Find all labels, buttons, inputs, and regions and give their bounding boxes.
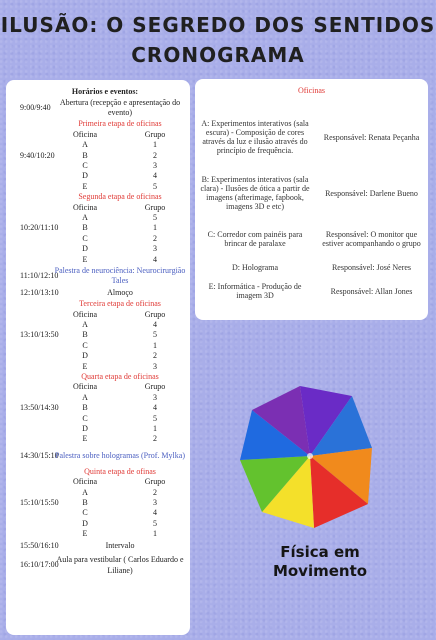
- event-text: Palestra de neurociência: Neurocirurgião Tales: [54, 265, 186, 286]
- group-row: D 5: [82, 518, 157, 528]
- group-row: B 1: [82, 223, 157, 233]
- group-row: A 5: [82, 213, 157, 223]
- oficina-responsible: Responsável: O monitor que estiver acompanhando o grupo: [322, 230, 421, 248]
- group-row: B 5: [82, 330, 157, 340]
- talk1-row: [6, 265, 190, 287]
- group-row: A 4: [82, 319, 157, 329]
- stage-title: Primeira etapa de oficinas: [78, 119, 162, 129]
- stage-title: Quarta etapa de oficinas: [81, 371, 159, 381]
- group-row: E 4: [82, 254, 157, 264]
- oficina-name: B: Experimentos interativos (sala clara) - Ilusões de ótica a partir de imagens (afterimage, fapbook, imagens 3D e etc): [200, 175, 310, 211]
- brand-line-1: Física em: [280, 543, 360, 561]
- time-slot: 11:10/12:10: [20, 270, 59, 280]
- group-row: C 4: [82, 508, 157, 518]
- group-row: B 2: [82, 150, 157, 160]
- oficinas-panel: [195, 79, 428, 320]
- oficina-name: E: Informática - Produção de imagem 3D: [208, 282, 302, 300]
- time-slot: 10:20/11:10: [20, 223, 59, 233]
- group-row: E 3: [82, 361, 157, 371]
- stage-title: Quinta etapa de ofinas: [84, 466, 156, 476]
- event-text: Almoço: [107, 287, 133, 297]
- time-slot: 15:50/16:10: [20, 541, 59, 551]
- opening-row: [6, 97, 190, 119]
- page-title: [0, 10, 436, 70]
- closing-row: [6, 554, 190, 578]
- time-slot: 15:10/15:50: [20, 498, 59, 507]
- lunch-row: [6, 287, 190, 299]
- group-row: D 4: [82, 171, 157, 181]
- oficina-item: [195, 220, 428, 258]
- schedule-heading: Horários e eventos:: [71, 87, 139, 96]
- time-slot: 13:10/13:50: [20, 330, 59, 340]
- group-row: E 2: [82, 434, 157, 444]
- group-header: [50, 130, 190, 140]
- stage-title: Terceira etapa de oficinas: [79, 299, 161, 309]
- time-slot: 12:10/13:10: [20, 287, 59, 297]
- grupo-header: Grupo: [144, 477, 166, 487]
- oficina-item: [195, 108, 428, 166]
- stage4-block: [6, 372, 190, 445]
- talk2-row: [6, 445, 190, 467]
- oficina-item: [195, 276, 428, 306]
- group-row: D 2: [82, 351, 157, 361]
- group-row: D 3: [82, 244, 157, 254]
- time-slot: 13:50/14:30: [20, 403, 59, 413]
- oficina-name: D: Holograma: [232, 262, 278, 272]
- group-row: E 5: [82, 181, 157, 191]
- oficina-responsible: Responsável: Allan Jones: [330, 286, 413, 296]
- break-row: [6, 540, 190, 554]
- brand-text: [245, 543, 395, 581]
- group-row: E 1: [82, 529, 157, 539]
- stage2-block: [6, 192, 190, 265]
- stage1-block: [6, 119, 190, 192]
- oficina-item: [195, 258, 428, 276]
- oficina-responsible: Responsável: José Neres: [331, 262, 412, 272]
- group-row: C 2: [82, 233, 157, 243]
- oficinas-title: Oficinas: [297, 86, 326, 95]
- oficina-header: Oficina: [73, 477, 97, 487]
- oficina-header: Oficina: [73, 202, 97, 212]
- event-text: Abertura (recepção e apresentação do evento): [59, 98, 181, 118]
- oficina-item: [195, 166, 428, 220]
- oficina-name: C: Corredor com painéis para brincar de paralaxe: [207, 230, 303, 248]
- title-line-1: ILUSÃO: O SEGREDO DOS SENTIDOS: [0, 13, 436, 37]
- oficina-header: Oficina: [73, 309, 97, 319]
- time-slot: 9:40/10:20: [20, 150, 55, 160]
- grupo-header: Grupo: [144, 129, 166, 139]
- time-slot: 9:00/9:40: [20, 103, 51, 113]
- stage-title: Segunda etapa de oficinas: [78, 192, 162, 202]
- title-line-2: CRONOGRAMA: [131, 43, 305, 67]
- group-header: [50, 382, 190, 392]
- group-row: B 4: [82, 403, 157, 413]
- group-row: D 1: [82, 423, 157, 433]
- time-slot: 14:30/15:10: [20, 450, 59, 460]
- grupo-header: Grupo: [144, 309, 166, 319]
- grupo-header: Grupo: [144, 202, 166, 212]
- event-text: Palestra sobre hologramas (Prof. Mylka): [55, 450, 185, 460]
- schedule-panel: [6, 80, 190, 635]
- group-row: A 1: [82, 140, 157, 150]
- oficina-responsible: Responsável: Renata Peçanha: [323, 132, 420, 142]
- group-header: [50, 203, 190, 213]
- group-row: B 3: [82, 498, 157, 507]
- oficina-header: Oficina: [73, 129, 97, 139]
- group-row: C 1: [82, 340, 157, 350]
- group-row: A 3: [82, 392, 157, 402]
- event-text: Intervalo: [105, 541, 135, 551]
- group-row: C 5: [82, 413, 157, 423]
- grupo-header: Grupo: [144, 382, 166, 392]
- event-text: Aula para vestibular ( Carlos Eduardo e Liliane): [56, 555, 184, 575]
- oficina-responsible: Responsável: Darlene Bueno: [325, 188, 418, 198]
- oficina-header: Oficina: [73, 382, 97, 392]
- group-row: C 3: [82, 161, 157, 171]
- stage3-block: [6, 299, 190, 372]
- pinwheel-logo-icon: [234, 380, 386, 532]
- time-slot: 16:10/17:00: [20, 560, 59, 570]
- group-row: A 2: [82, 487, 157, 497]
- group-header: [50, 310, 190, 320]
- brand-line-2: Movimento: [272, 562, 368, 580]
- stage5-block: [6, 467, 190, 540]
- oficina-name: A: Experimentos interativos (sala escura) - Composição de cores através da luz e ilusão através do princípio de frequência.: [201, 119, 309, 155]
- group-header: [50, 477, 190, 487]
